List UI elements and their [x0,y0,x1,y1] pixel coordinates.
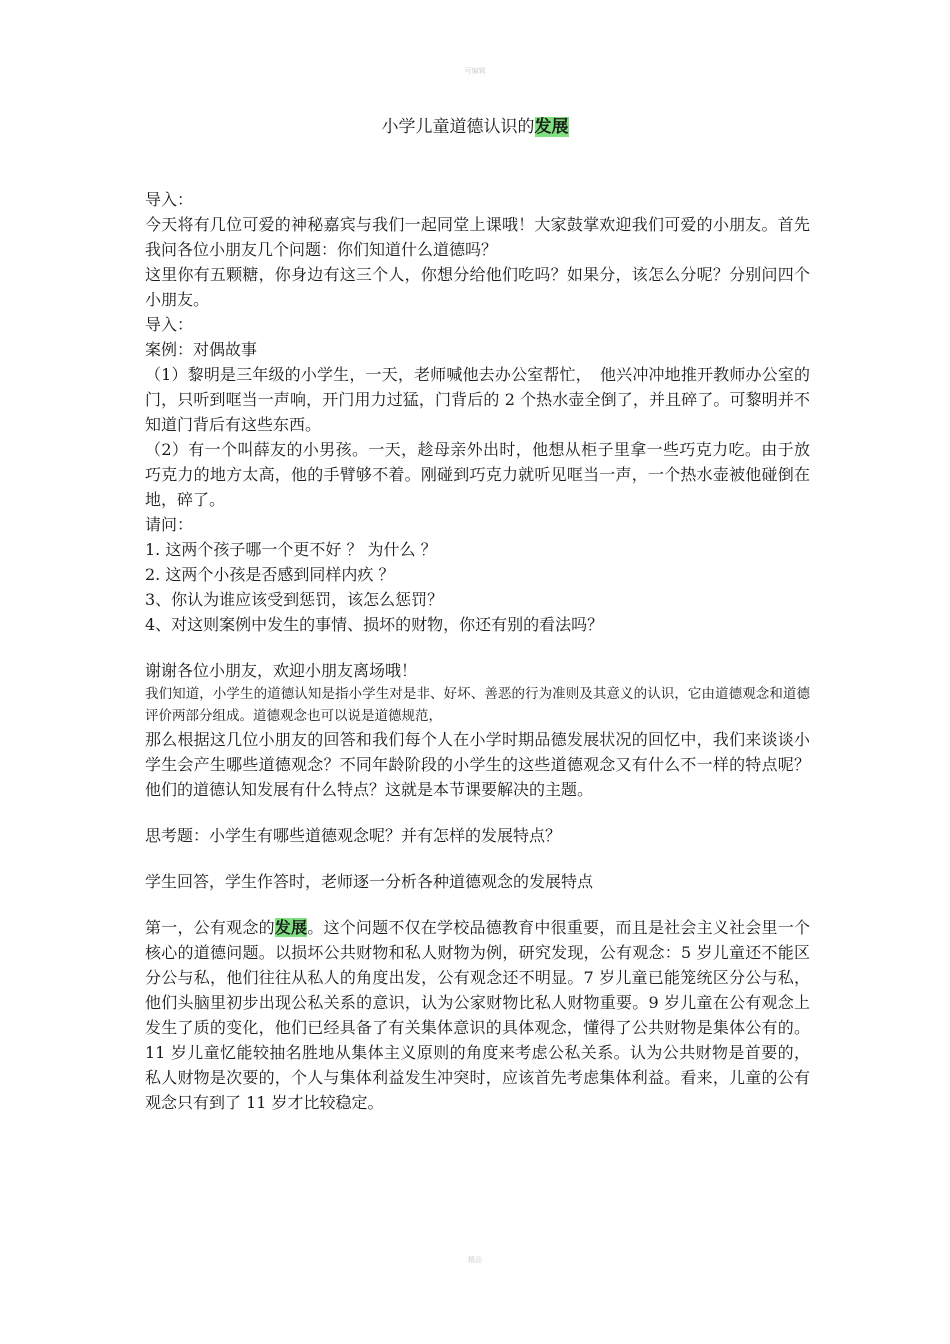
topic-paragraph: 那么根据这几位小朋友的回答和我们每个人在小学时期品德发展状况的回忆中，我们来谈谈小学生会产生哪些道德观念？不同年龄阶段的小学生的这些道德观念又有什么不一样的特点呢？他们的道德认知发展有什么特点？这就是本节课要解决的主题。 [145,730,810,799]
question-item: 2. 这两个小孩是否感到同样内疚 ？ [145,565,395,584]
case-heading: 案例：对偶故事 [145,340,258,359]
questions-heading: 请问： [145,515,194,534]
intro-paragraph: 今天将有几位可爱的神秘嘉宾与我们一起同堂上课哦！大家鼓掌欢迎我们可爱的小朋友。首先我问各位小朋友几个问题：你们知道什么道德吗？ [145,215,810,259]
question-item: 1. 这两个孩子哪一个更不好 ？ 为什么 ？ [145,540,437,559]
candy-question: 这里你有五颗糖，你身边有这三个人，你想分给他们吃吗？如果分，该怎么分呢？分别问四个小朋友。 [145,265,810,309]
public-concept-highlight: 发展 [274,918,308,937]
question-item: 3、你认为谁应该受到惩罚，该怎么惩罚？ [145,590,444,609]
footer-watermark: 精品 [468,1256,482,1264]
public-concept-paragraph [145,915,810,1115]
public-concept-lead: 第一，公有观念的 [145,918,275,937]
thanks-line: 谢谢各位小朋友，欢迎小朋友离场哦！ [145,661,418,680]
intro-label-2: 导入： [145,315,194,334]
student-answer-line: 学生回答，学生作答时，老师逐一分析各种道德观念的发展特点 [145,872,594,891]
case-story-1: （1）黎明是三年级的小学生，一天，老师喊他去办公室帮忙， 他兴冲冲地推开教师办公室的门，只听到哐当一声响，开门用力过猛，门背后的 2 个热水壶全倒了，并且碎了。可黎明并不知道门背后有这些东西。 [145,365,810,434]
header-watermark: 可编辑 [464,67,486,75]
thinking-question: 思考题：小学生有哪些道德观念呢？并有怎样的发展特点？ [145,826,562,845]
document-title [0,114,950,140]
definition-paragraph: 我们知道，小学生的道德认知是指小学生对是非、好坏、善恶的行为准则及其意义的认识，它由道德观念和道德评价两部分组成。道德观念也可以说是道德规范， [145,686,810,724]
document-body [145,187,810,1115]
title-text: 小学儿童道德认识的 [381,117,535,137]
intro-label: 导入： [145,190,194,209]
case-story-2: （2）有一个叫薛友的小男孩。一天，趁母亲外出时，他想从柜子里拿一些巧克力吃。由于放巧克力的地方太高，他的手臂够不着。刚碰到巧克力就听见哐当一声，一个热水壶被他碰倒在地，碎了。 [145,440,810,509]
title-highlight: 发展 [534,117,569,137]
question-item: 4、对这则案例中发生的事情、损坏的财物，你还有别的看法吗？ [145,615,604,634]
public-concept-body: 。这个问题不仅在学校品德教育中很重要，而且是社会主义社会里一个核心的道德问题。以损坏公共财物和私人财物为例，研究发现，公有观念：5 岁儿童还不能区分公与私，他们往往从私人的角度出发，公有观念还不明显。7 岁儿童已能笼统区分公与私，他们头脑里初步出现公私关系的意识，认为公家财物比私人财物重要。9 岁儿童在公有观念上发生了质的变化，他们已经具备了有关集体意识的具体观念，懂得了公共财物是集体公有的。11 岁儿童忆能较抽名胜地从集体主义原则的角度来考虑公私关系。认为公共财物是首要的，私人财物是次要的，个人与集体利益发生冲突时，应该首先考虑集体利益。看来，儿童的公有观念只有到了 11 岁才比较稳定。 [145,918,810,1112]
